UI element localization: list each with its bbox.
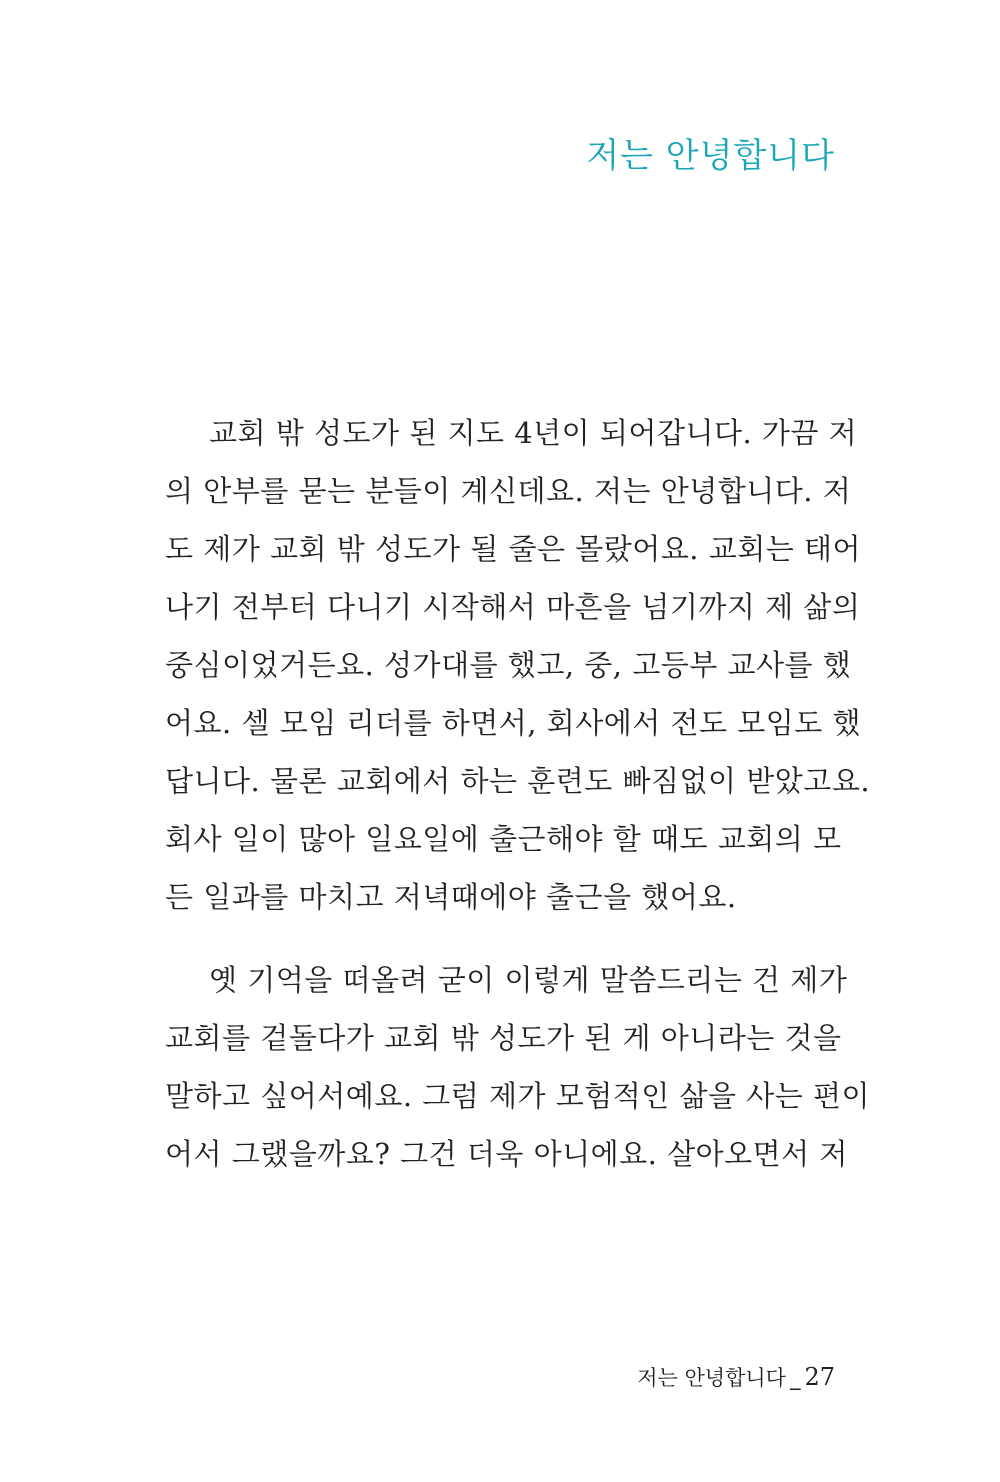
page-footer bbox=[637, 1362, 835, 1392]
footer-separator: _ bbox=[789, 1366, 801, 1390]
paragraph-line: 든 일과를 마치고 저녁때에야 출근을 했어요. bbox=[165, 880, 737, 914]
paragraph-line: 의 안부를 묻는 분들이 계신데요. 저는 안녕합니다. 저 bbox=[165, 474, 852, 508]
paragraph-line: 교회 밖 성도가 된 지도 4년이 되어갑니다. 가끔 저 bbox=[209, 416, 858, 450]
paragraph-line: 나기 전부터 다니기 시작해서 마흔을 넘기까지 제 삶의 bbox=[165, 590, 861, 624]
body-paragraph bbox=[165, 951, 871, 1183]
paragraph-line: 중심이었거든요. 성가대를 했고, 중, 고등부 교사를 했 bbox=[165, 648, 852, 682]
paragraph-line: 교회를 겉돌다가 교회 밖 성도가 된 게 아니라는 것을 bbox=[165, 1021, 842, 1055]
paragraph-line: 도 제가 교회 밖 성도가 될 줄은 몰랐어요. 교회는 태어 bbox=[165, 532, 861, 566]
paragraph-line: 어요. 셀 모임 리더를 하면서, 회사에서 전도 모임도 했 bbox=[165, 706, 861, 740]
running-title: 저는 안녕합니다 bbox=[637, 1366, 786, 1390]
body-paragraph bbox=[165, 404, 871, 926]
paragraph-line: 옛 기억을 떠올려 굳이 이렇게 말씀드리는 건 제가 bbox=[209, 963, 848, 997]
paragraph-line: 어서 그랬을까요? 그건 더욱 아니에요. 살아오면서 저 bbox=[165, 1137, 848, 1171]
page-number: 27 bbox=[804, 1363, 835, 1391]
paragraph-line: 회사 일이 많아 일요일에 출근해야 할 때도 교회의 모 bbox=[165, 822, 842, 856]
chapter-title: 저는 안녕합니다 bbox=[586, 136, 835, 176]
paragraph-line: 답니다. 물론 교회에서 하는 훈련도 빠짐없이 받았고요. bbox=[165, 764, 871, 798]
paragraph-line: 말하고 싶어서예요. 그럼 제가 모험적인 삶을 사는 편이 bbox=[165, 1079, 871, 1113]
